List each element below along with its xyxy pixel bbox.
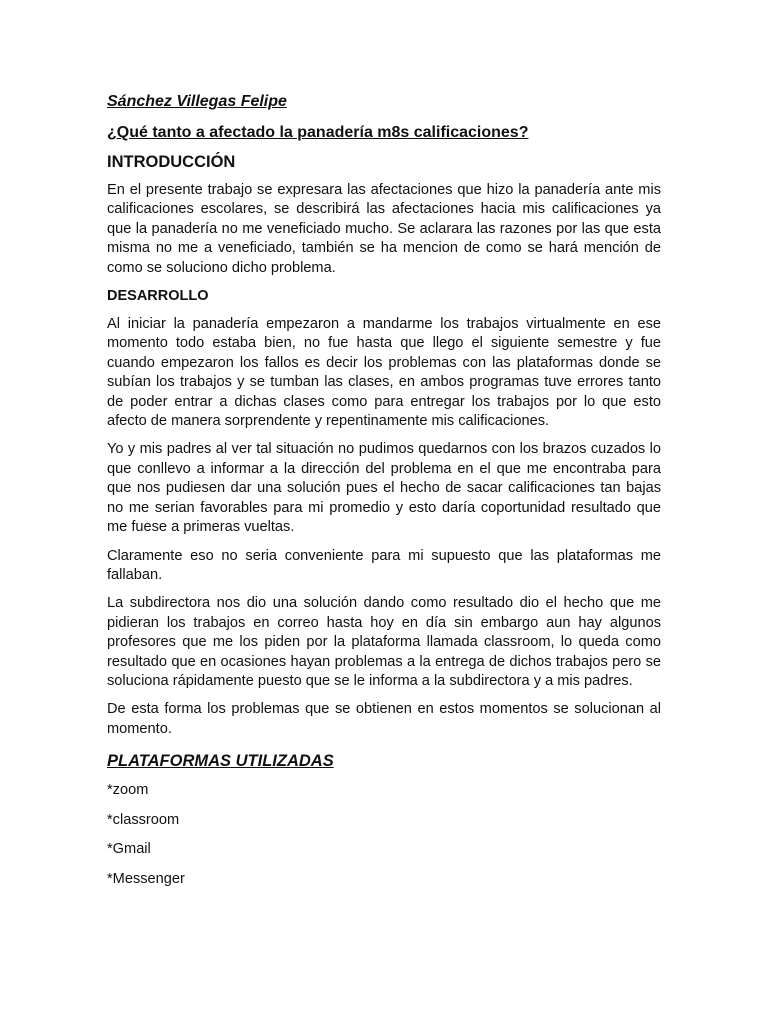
document-title: ¿Qué tanto a afectado la panadería m8s calificaciones? — [107, 124, 529, 141]
author-name: Sánchez Villegas Felipe — [107, 93, 287, 110]
intro-paragraph: En el presente trabajo se expresara las afectaciones que hizo la panadería ante mis calificaciones escolares, se describirá las afectaciones hacia mis calificaciones ya que la panadería no me veneficiado mucho. Se aclarara las razones por las que esta misma no me a veneficiado, también se ha mencion de como se hará mención de como se soluciono dicho problema. — [107, 182, 661, 276]
development-heading: DESARROLLO — [107, 288, 209, 305]
platforms-list — [107, 781, 661, 889]
platform-item: *classroom — [107, 811, 180, 828]
body-paragraph: Yo y mis padres al ver tal situación no pudimos quedarnos con los brazos cuzados lo que conllevo a informar a la dirección del problema en el que me encontraba para que nos pudiesen dar una solución pues el hecho de sacar calificaciones tan bajas no me serian favorables para mi promedio y esto daría coportunidad resultado que me fuese a primeras vueltas. — [107, 441, 661, 536]
platform-item: *zoom — [107, 782, 149, 799]
body-paragraph: Claramente eso no seria conveniente para mi supuesto que las plataformas me fallaban. — [107, 547, 661, 583]
body-paragraph: La subdirectora nos dio una solución dando como resultado dio el hecho que me pidieran los trabajos en correo hasta hoy en día sin embargo aun hay algunos profesores que me los piden por la plataforma llamada classroom, lo queda como resultado que en ocasiones hayan problemas a la entrega de dichos trabajos pero se soluciona rápidamente puesto que se le informa a la subdirectora y a mis padres. — [107, 595, 661, 689]
platform-item: *Gmail — [107, 841, 151, 858]
body-paragraph: De esta forma los problemas que se obtienen en estos momentos se solucionan al momento. — [107, 701, 661, 737]
platform-item: *Messenger — [107, 870, 185, 887]
intro-heading: INTRODUCCIÓN — [107, 153, 236, 171]
document-page — [107, 92, 661, 899]
platforms-heading: PLATAFORMAS UTILIZADAS — [107, 752, 334, 771]
body-paragraph: Al iniciar la panadería empezaron a mandarme los trabajos virtualmente en ese momento todo estaba bien, no fue hasta que llego el siguiente semestre y fue cuando empezaron los fallos es decir los problemas con las plataformas donde se subían los trabajos y se tumban las clases, en ambos programas tuve errores tanto de poder entrar a dichas clases como para entregar los trabajos por lo que esto afecto de manera sorprendente y repentinamente mis calificaciones. — [107, 316, 661, 430]
